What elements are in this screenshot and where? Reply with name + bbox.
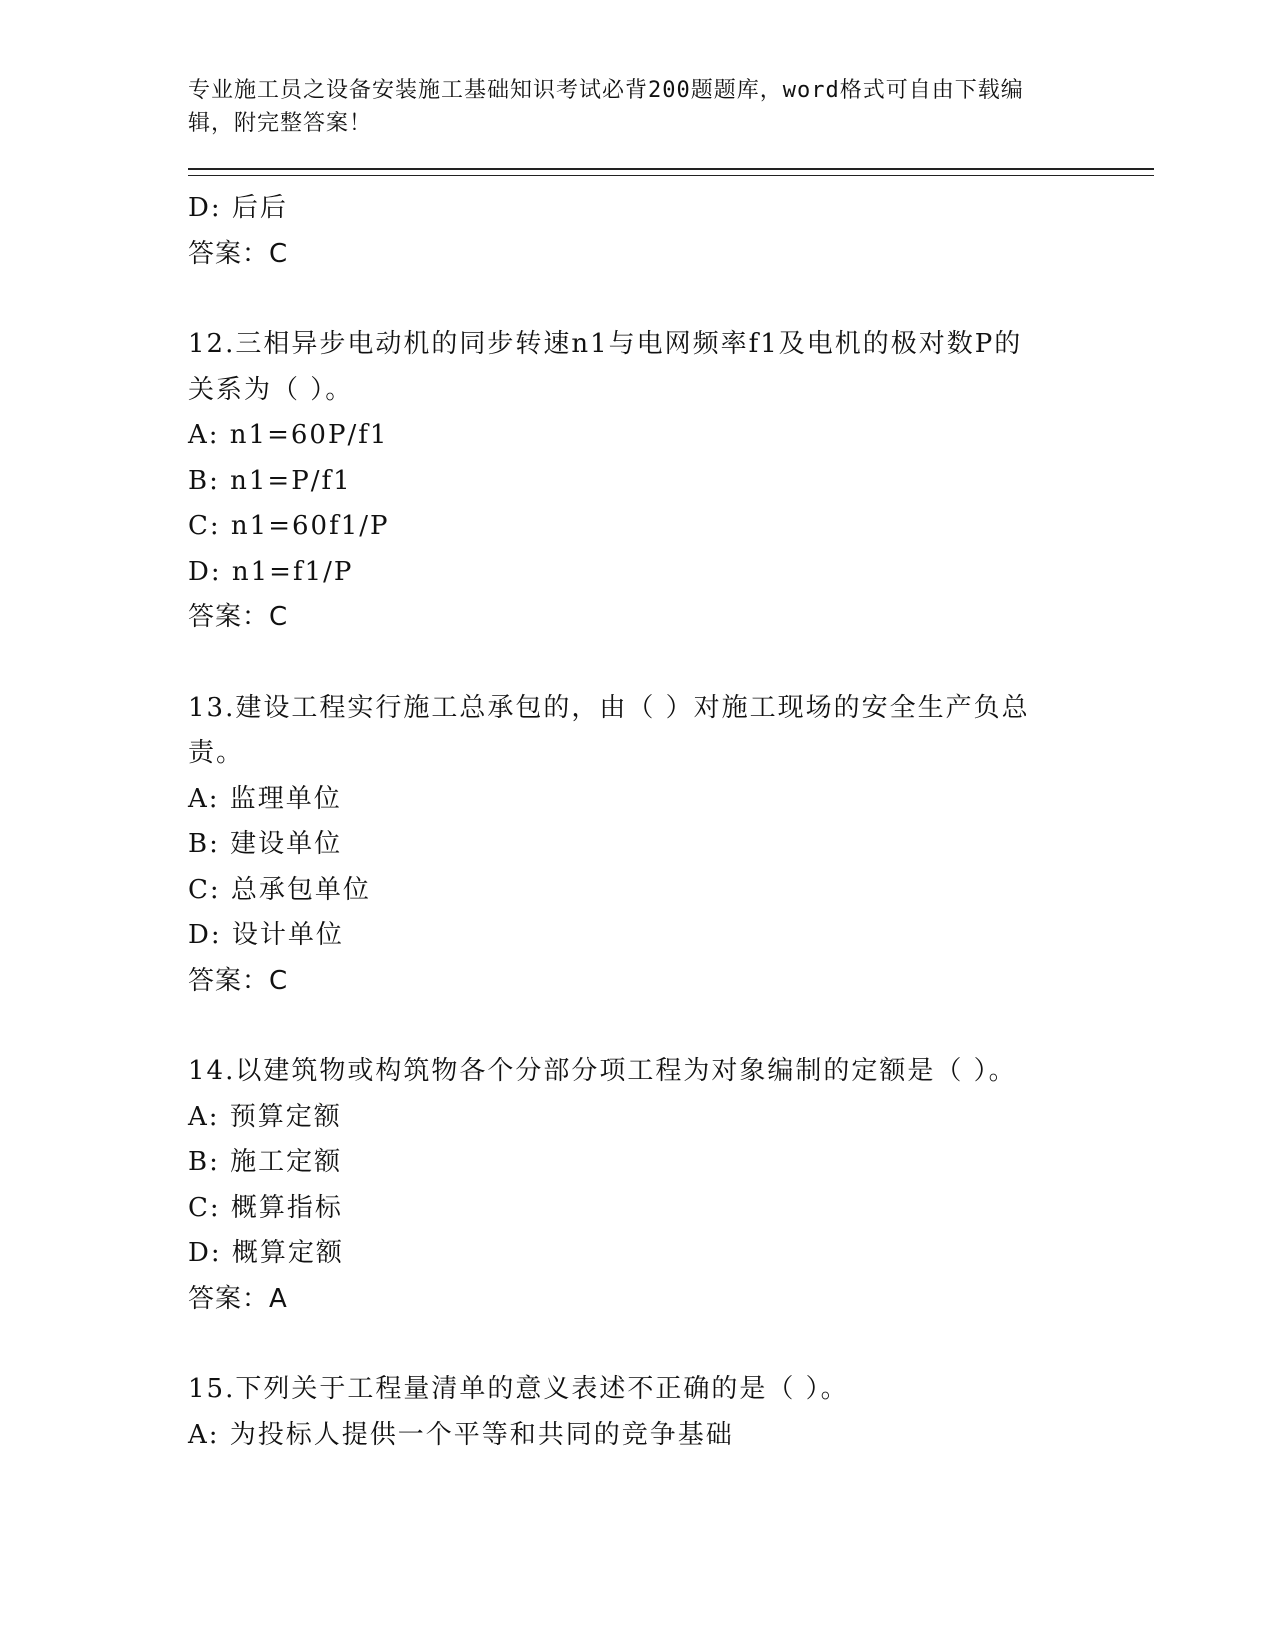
answer: 答案：A bbox=[188, 1283, 288, 1314]
question-list bbox=[188, 186, 1148, 1458]
question-stem: 13.建设工程实行施工总承包的，由（ ）对施工现场的安全生产负总 bbox=[188, 692, 1030, 723]
option-b: B: 施工定额 bbox=[188, 1147, 343, 1177]
option-a: A: n1=60P/f1 bbox=[188, 420, 389, 450]
question-stem: 15.下列关于工程量清单的意义表述不正确的是（ ）。 bbox=[188, 1374, 849, 1404]
option-b: B: 建设单位 bbox=[188, 829, 343, 859]
answer: 答案：C bbox=[188, 965, 289, 996]
option-b: B: n1=P/f1 bbox=[188, 465, 352, 496]
question-stem-continued: 关系为（ ）。 bbox=[188, 374, 354, 405]
document-header: 专业施工员之设备安装施工基础知识考试必背200题题库，word格式可自由下载编辑，附完整答案！ bbox=[188, 78, 1024, 136]
option-d: D: 设计单位 bbox=[188, 920, 344, 950]
option-c: C: 总承包单位 bbox=[188, 874, 371, 905]
answer: 答案：C bbox=[188, 238, 289, 269]
option-c: C: n1=60f1/P bbox=[188, 511, 390, 541]
spacer bbox=[188, 1322, 1148, 1367]
question-stem: 14.以建筑物或构筑物各个分部分项工程为对象编制的定额是（ ）。 bbox=[188, 1056, 1017, 1086]
spacer bbox=[188, 641, 1148, 686]
option-a: A: 监理单位 bbox=[188, 783, 342, 814]
option-a: A: 预算定额 bbox=[188, 1101, 342, 1132]
question-stem-continued: 责。 bbox=[188, 738, 245, 768]
spacer bbox=[188, 1004, 1148, 1049]
question-stem: 12.三相异步电动机的同步转速n1与电网频率f1及电机的极对数P的 bbox=[188, 329, 1023, 359]
header-divider bbox=[188, 168, 1154, 176]
option-a: A: 为投标人提供一个平等和共同的竞争基础 bbox=[188, 1419, 734, 1450]
answer: 答案：C bbox=[188, 602, 289, 632]
option-c: C: 概算指标 bbox=[188, 1192, 343, 1223]
spacer bbox=[188, 277, 1148, 322]
document-page bbox=[188, 74, 1148, 1458]
option-d: D: 概算定额 bbox=[188, 1238, 344, 1268]
option-d: D: 后后 bbox=[188, 193, 288, 223]
option-d: D: n1=f1/P bbox=[188, 556, 354, 587]
